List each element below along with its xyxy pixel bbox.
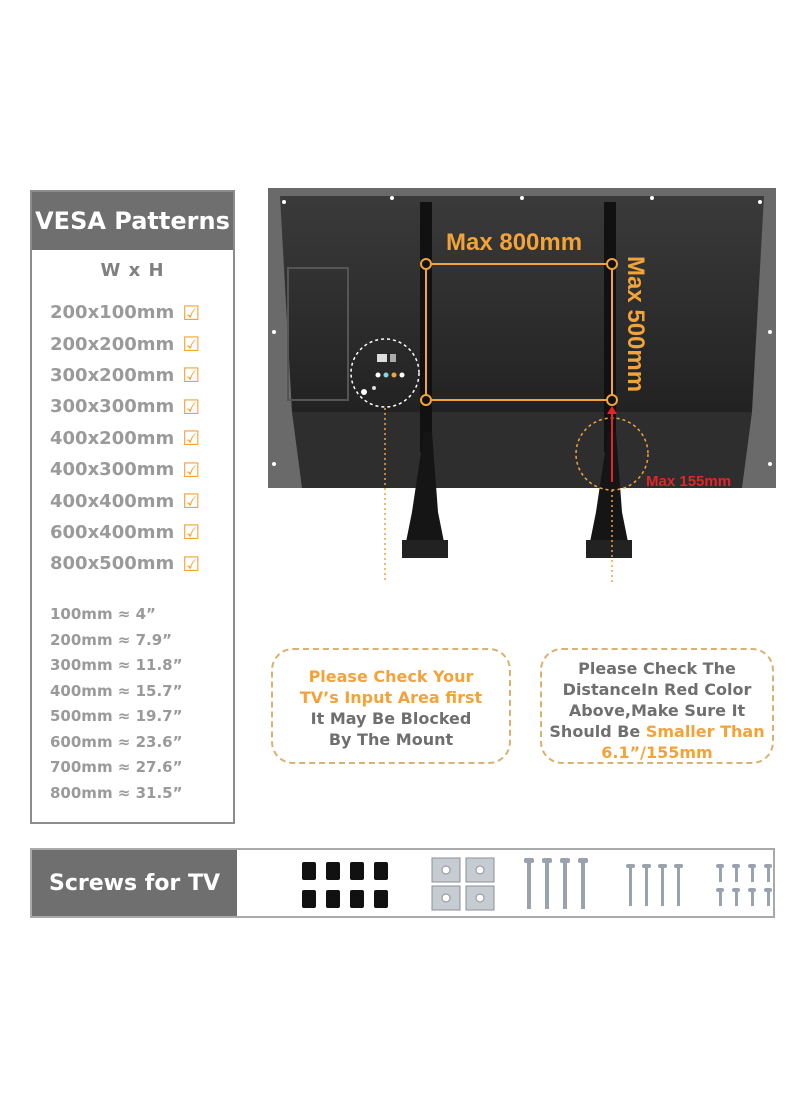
size-conversion-item: 400mm ≈ 15.7”: [50, 681, 183, 700]
check-icon: ☑: [182, 520, 201, 545]
medium-bolt-set-icon: [626, 864, 683, 906]
vesa-pattern-label: 200x200mm: [50, 333, 175, 355]
vesa-patterns-title: VESA Patterns: [32, 192, 233, 250]
callout-left-line-3: It May Be Blocked: [310, 709, 472, 728]
hardware-illustration: [266, 850, 776, 916]
callout-right-line-2: DistanceIn Red Color: [562, 680, 752, 699]
vesa-pattern-label: 300x200mm: [50, 364, 175, 386]
size-conversion-item: 600mm ≈ 23.6”: [50, 732, 183, 751]
max-width-label: Max 800mm: [446, 229, 583, 256]
size-conversion-item: 800mm ≈ 31.5”: [50, 783, 183, 802]
check-icon: ☑: [182, 363, 201, 388]
vesa-pattern-item: [50, 360, 233, 391]
dimension-header: W x H: [100, 260, 165, 281]
vesa-pattern-item: [50, 328, 233, 359]
vesa-pattern-label: 200x100mm: [50, 302, 175, 324]
vesa-patterns-panel: [30, 190, 235, 824]
callout-left-line-2: TV’s Input Area first: [299, 688, 483, 707]
callout-left-line-4: By The Mount: [328, 730, 454, 749]
callout-right-line-4b: Smaller Than: [645, 722, 765, 741]
vesa-pattern-list: [50, 297, 233, 580]
vesa-pattern-label: 400x300mm: [50, 459, 175, 481]
callout-right-line-3: Above,Make Sure It: [568, 701, 746, 720]
check-icon: ☑: [182, 457, 201, 482]
size-conversion-item: 100mm ≈ 4”: [50, 605, 156, 624]
callout-right-line-5: 6.1”/155mm: [601, 743, 713, 762]
size-conversion-item: 200mm ≈ 7.9”: [50, 630, 173, 649]
vesa-pattern-label: 800x500mm: [50, 553, 175, 575]
vesa-pattern-label: 400x400mm: [50, 490, 175, 512]
tv-illustration: [262, 182, 782, 582]
spacer-set-icon: [302, 862, 388, 908]
size-conversion-item: 500mm ≈ 19.7”: [50, 707, 183, 726]
vesa-pattern-item: [50, 548, 233, 579]
vesa-pattern-label: 600x400mm: [50, 521, 175, 543]
vesa-pattern-item: [50, 454, 233, 485]
callout-right-line-1: Please Check The: [578, 659, 736, 678]
screws-panel: [30, 848, 775, 918]
check-icon: ☑: [182, 332, 201, 357]
callout-right-line-4a: Should Be: [549, 722, 646, 741]
check-icon: ☑: [182, 300, 201, 325]
size-conversion-item: 700mm ≈ 27.6”: [50, 758, 183, 777]
right-stand-foot: [586, 540, 632, 558]
max-distance-label: Max 155mm: [646, 473, 732, 490]
check-icon: ☑: [182, 551, 201, 576]
size-conversion-list: [50, 602, 233, 806]
max-height-label: Max 500mm: [622, 256, 649, 393]
callout-right-line-4: [542, 721, 772, 742]
screws-title: Screws for TV: [32, 850, 237, 916]
check-icon: ☑: [182, 426, 201, 451]
callout-left-line-1: Please Check Your: [308, 667, 474, 686]
vesa-pattern-item: [50, 391, 233, 422]
long-bolt-set-icon: [524, 858, 588, 909]
vesa-pattern-item: [50, 485, 233, 516]
check-icon: ☑: [182, 489, 201, 514]
vesa-pattern-item: [50, 517, 233, 548]
washer-plate-icon: [432, 858, 494, 910]
input-area-callout: [271, 648, 511, 764]
vesa-pattern-item: [50, 423, 233, 454]
short-bolt-set-icon: [716, 864, 772, 906]
left-stand-foot: [402, 540, 448, 558]
vesa-pattern-label: 300x300mm: [50, 396, 175, 418]
vesa-pattern-label: 400x200mm: [50, 427, 175, 449]
right-mount-bracket: [604, 202, 616, 452]
check-icon: ☑: [182, 394, 201, 419]
vesa-pattern-item: [50, 297, 233, 328]
size-conversion-item: 300mm ≈ 11.8”: [50, 656, 183, 675]
tv-back-diagram: [262, 182, 782, 582]
distance-callout: [540, 648, 774, 764]
